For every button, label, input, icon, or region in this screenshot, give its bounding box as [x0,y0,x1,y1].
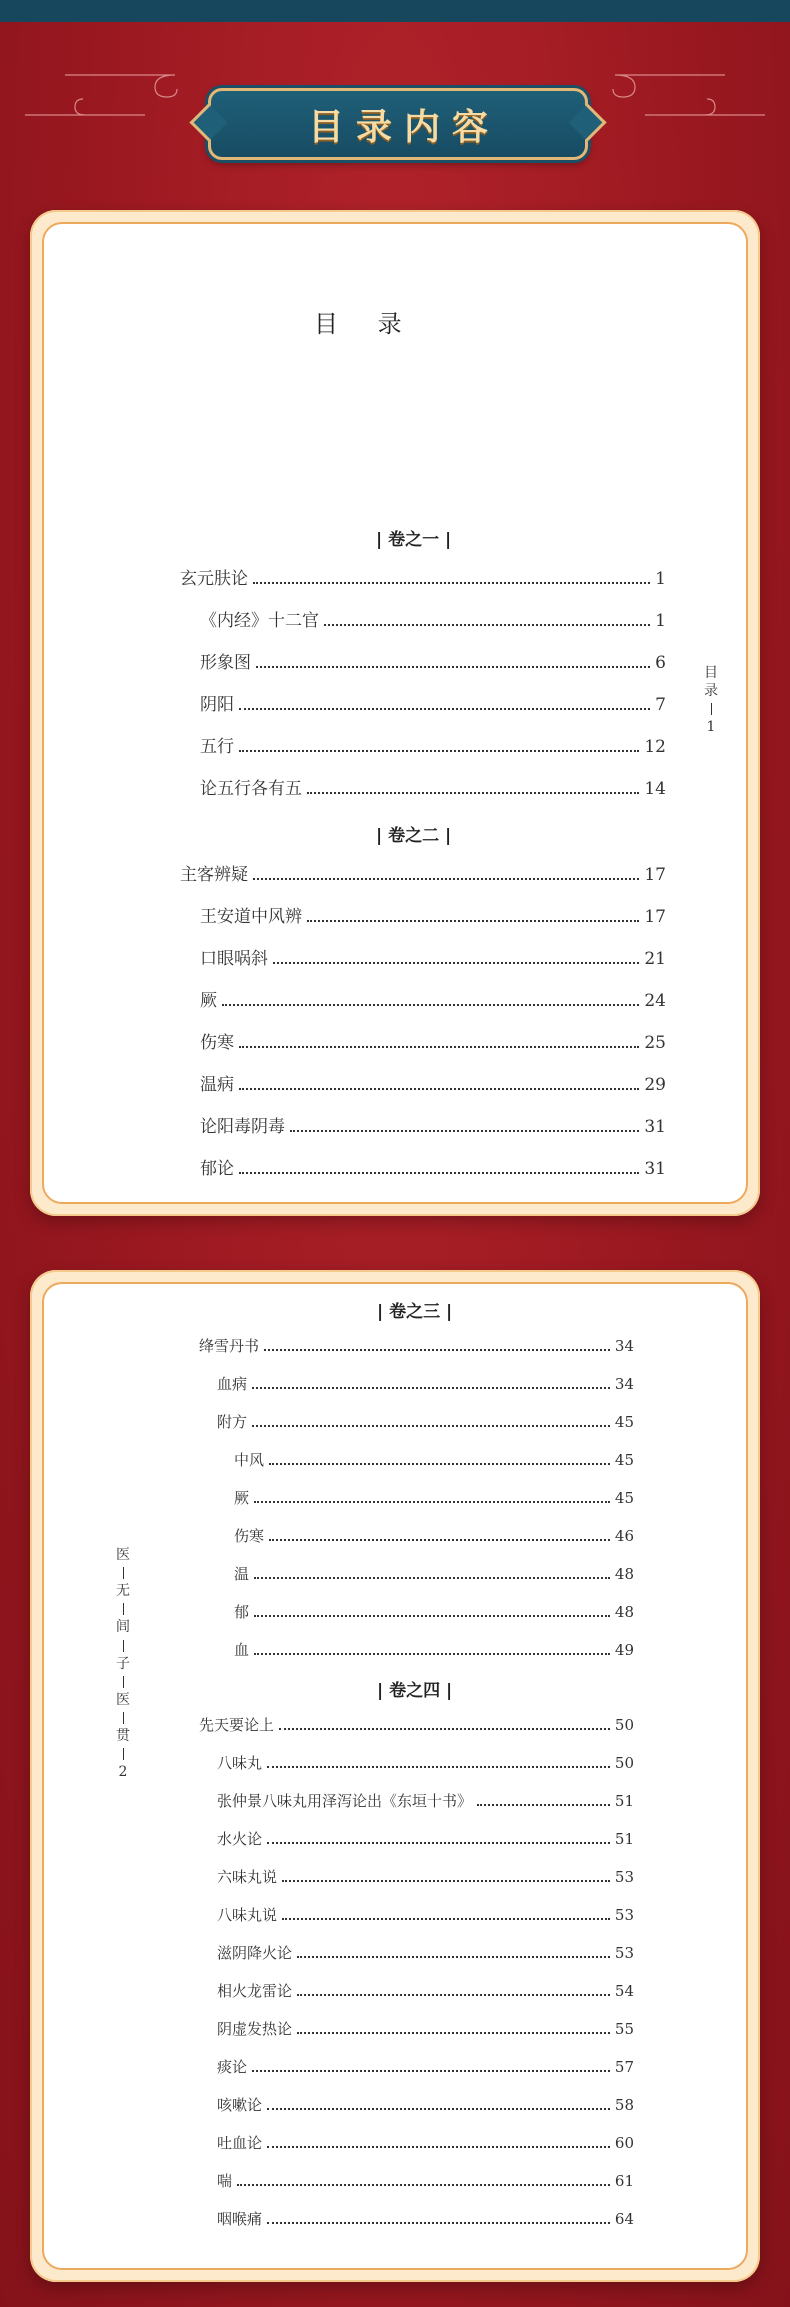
toc-entry-page: 34 [614,1375,634,1393]
toc-entry[interactable] [217,1904,634,1926]
toc-entry[interactable] [200,986,666,1010]
side-label-divider [123,1640,124,1652]
toc-leader-dots [222,1004,639,1006]
toc-entry[interactable] [217,1752,634,1774]
toc-entry[interactable] [180,860,666,884]
toc-entry[interactable] [200,1112,666,1136]
toc-entry[interactable] [217,1980,634,2002]
toc-entry-label: 五行 [200,737,234,757]
toc-entry[interactable] [234,1601,634,1623]
toc-leader-dots [282,1880,610,1882]
toc-entry-page: 64 [614,2210,634,2228]
toc-entry-page: 1 [655,569,666,589]
toc-entry[interactable] [200,944,666,968]
side-label-char: 医 [116,1547,130,1563]
toc-leader-dots [252,1387,610,1389]
toc-leader-dots [307,792,639,794]
toc-entry[interactable] [217,1373,634,1395]
toc-entry[interactable] [234,1525,634,1547]
toc-leader-dots [477,1804,610,1806]
toc-page-title: 目 录 [314,310,418,338]
toc-entry[interactable] [217,1790,634,1812]
side-label-divider [123,1567,124,1579]
toc-entry-page: 21 [644,949,666,969]
toc-leader-dots [239,708,650,710]
toc-entry-page: 54 [614,1982,634,2000]
toc-entry[interactable] [217,2208,634,2230]
toc-entry[interactable] [234,1449,634,1471]
toc-entry-page: 45 [614,1451,634,1469]
toc-entry-page: 17 [644,907,666,927]
toc-entry-page: 24 [644,991,666,1011]
toc-entry-label: 吐血论 [217,2134,263,2152]
toc-leader-dots [237,2184,610,2186]
toc-entry-label: 阴阳 [200,695,234,715]
toc-leader-dots [297,1994,610,1996]
toc-entry[interactable] [234,1487,634,1509]
toc-leader-dots [267,2222,610,2224]
toc-entry-page: 55 [614,2020,634,2038]
volume-title: | 卷之二 | [376,826,452,846]
toc-entry-label: 伤寒 [234,1527,265,1545]
toc-entry[interactable] [217,1942,634,1964]
toc-entry-page: 58 [614,2096,634,2114]
toc-entry[interactable] [217,2056,634,2078]
toc-entry-page: 17 [644,865,666,885]
toc-entry-page: 29 [644,1075,666,1095]
toc-leader-dots [267,2108,610,2110]
toc-entry-page: 48 [614,1603,634,1621]
side-label-char: 无 [116,1583,130,1600]
toc-leader-dots [254,1501,610,1503]
toc-leader-dots [252,1425,610,1427]
toc-entry-page: 50 [614,1754,634,1772]
toc-entry-label: 喘 [217,2172,233,2190]
toc-entry-page: 1 [655,611,666,631]
toc-entry-label: 郁论 [200,1159,234,1179]
toc-leader-dots [269,1463,610,1465]
toc-leader-dots [256,666,650,668]
toc-entry[interactable] [217,1411,634,1433]
toc-leader-dots [273,962,639,964]
side-label-char: 贯 [116,1727,130,1744]
toc-leader-dots [254,1577,610,1579]
toc-entry-label: 《内经》十二官 [200,611,319,631]
toc-entry[interactable] [199,1335,634,1357]
side-label-char: 医 [116,1691,130,1708]
toc-entry-label: 相火龙雷论 [217,1982,293,2000]
side-label-page: 2 [118,1764,128,1781]
side-label-divider [123,1748,124,1760]
header-title: 目录内容 [307,106,500,148]
toc-entry[interactable] [217,1866,634,1888]
cloud-ornament-right [585,70,765,120]
toc-entry-page: 48 [614,1565,634,1583]
toc-leader-dots [297,2032,610,2034]
toc-entry-label: 伤寒 [200,1033,234,1053]
toc-entry-label: 咳嗽论 [217,2096,263,2114]
toc-leader-dots [264,1349,610,1351]
toc-entry-page: 6 [655,653,666,673]
toc-entry-page: 46 [614,1527,634,1545]
toc-entry-label: 绛雪丹书 [199,1337,260,1355]
toc-leader-dots [282,1918,610,1920]
toc-card-1 [30,210,760,1216]
toc-entry-label: 王安道中风辨 [200,907,302,927]
toc-leader-dots [267,2146,610,2148]
toc-entry-label: 先天要论上 [199,1716,275,1734]
toc-leader-dots [239,750,639,752]
toc-entry-page: 60 [614,2134,634,2152]
toc-leader-dots [297,1956,610,1958]
toc-entry-label: 主客辨疑 [180,865,248,885]
toc-card-2 [30,1270,760,2282]
side-label-divider [123,1603,124,1615]
toc-entry-page: 49 [614,1641,634,1659]
page-side-label [116,1546,130,1781]
toc-entry[interactable] [200,1070,666,1094]
side-label-divider [123,1676,124,1688]
toc-entry-label: 温病 [200,1075,234,1095]
toc-entry[interactable] [200,606,666,630]
top-bar [0,0,790,22]
toc-entry[interactable] [200,902,666,926]
side-label-char: 录 [704,683,718,700]
volume-title: | 卷之一 | [376,530,452,550]
toc-entry-label: 厥 [234,1489,250,1507]
toc-entry-label: 痰论 [217,2058,248,2076]
toc-entry-page: 12 [644,737,666,757]
toc-entry-page: 45 [614,1413,634,1431]
toc-entry-label: 咽喉痛 [217,2210,263,2228]
toc-entry-page: 14 [644,779,666,799]
cloud-ornament-left [25,70,205,120]
toc-entry[interactable] [200,690,666,714]
side-label-page: 1 [706,719,716,736]
toc-leader-dots [307,920,639,922]
toc-entry-page: 50 [614,1716,634,1734]
toc-entry-page: 61 [614,2172,634,2190]
toc-entry-page: 51 [614,1792,634,1810]
toc-entry-label: 水火论 [217,1830,263,1848]
toc-entry[interactable] [200,1154,666,1178]
toc-leader-dots [239,1088,639,1090]
toc-entry-page: 31 [644,1117,666,1137]
toc-entry-label: 滋阴降火论 [217,1944,293,1962]
toc-leader-dots [267,1766,610,1768]
side-label-char: 子 [116,1655,130,1672]
toc-leader-dots [253,878,639,880]
toc-entry-label: 血 [234,1641,250,1659]
toc-entry-page: 25 [644,1033,666,1053]
toc-entry-page: 57 [614,2058,634,2076]
toc-leader-dots [239,1172,639,1174]
toc-entry-label: 厥 [200,991,217,1011]
toc-entry[interactable] [217,2018,634,2040]
toc-leader-dots [254,1615,610,1617]
toc-leader-dots [253,582,650,584]
toc-entry-label: 中风 [234,1451,265,1469]
side-label-divider [711,703,712,715]
toc-entry-label: 形象图 [200,653,251,673]
toc-leader-dots [290,1130,639,1132]
side-label-char: 目 [704,665,718,681]
toc-entry[interactable] [200,732,666,756]
toc-entry[interactable] [180,564,666,588]
toc-entry-page: 53 [614,1868,634,1886]
toc-entry-label: 温 [234,1565,250,1583]
toc-entry[interactable] [200,648,666,672]
toc-entry-label: 附方 [217,1413,248,1431]
toc-entry-label: 玄元肤论 [180,569,248,589]
volume-title: | 卷之四 | [377,1681,453,1701]
toc-leader-dots [252,2070,610,2072]
toc-entry-label: 论阳毒阴毒 [200,1117,285,1137]
side-label-char: 闾 [116,1619,130,1636]
toc-leader-dots [254,1653,610,1655]
toc-leader-dots [239,1046,639,1048]
toc-page-2 [42,1282,748,2270]
volume-title: | 卷之三 | [377,1302,453,1322]
toc-entry-label: 八味丸说 [217,1906,278,1924]
toc-entry[interactable] [217,2132,634,2154]
toc-entry-page: 34 [614,1337,634,1355]
toc-entry-label: 论五行各有五 [200,779,302,799]
toc-entry-label: 血病 [217,1375,248,1393]
toc-entry-label: 张仲景八味丸用泽泻论出《东垣十书》 [217,1792,473,1810]
toc-entry-label: 六味丸说 [217,1868,278,1886]
toc-entry-page: 45 [614,1489,634,1507]
page-side-label [704,664,718,737]
toc-leader-dots [267,1842,610,1844]
toc-entry[interactable] [200,1028,666,1052]
toc-entry-label: 郁 [234,1603,250,1621]
toc-entry[interactable] [217,1828,634,1850]
toc-leader-dots [279,1728,610,1730]
toc-leader-dots [269,1539,610,1541]
toc-entry-page: 53 [614,1906,634,1924]
header-banner [208,88,588,160]
toc-entry[interactable] [234,1563,634,1585]
toc-entry-page: 7 [655,695,666,715]
toc-entry-label: 八味丸 [217,1754,263,1772]
toc-entry-page: 51 [614,1830,634,1848]
toc-entry[interactable] [217,2170,634,2192]
toc-leader-dots [324,624,650,626]
side-label-divider [123,1712,124,1724]
toc-entry-page: 31 [644,1159,666,1179]
toc-entry[interactable] [200,774,666,798]
toc-entry[interactable] [234,1639,634,1661]
toc-entry-page: 53 [614,1944,634,1962]
toc-entry-label: 阴虚发热论 [217,2020,293,2038]
toc-entry-label: 口眼㖞斜 [200,949,268,969]
toc-entry[interactable] [199,1714,634,1736]
toc-entry[interactable] [217,2094,634,2116]
toc-page-1 [42,222,748,1204]
